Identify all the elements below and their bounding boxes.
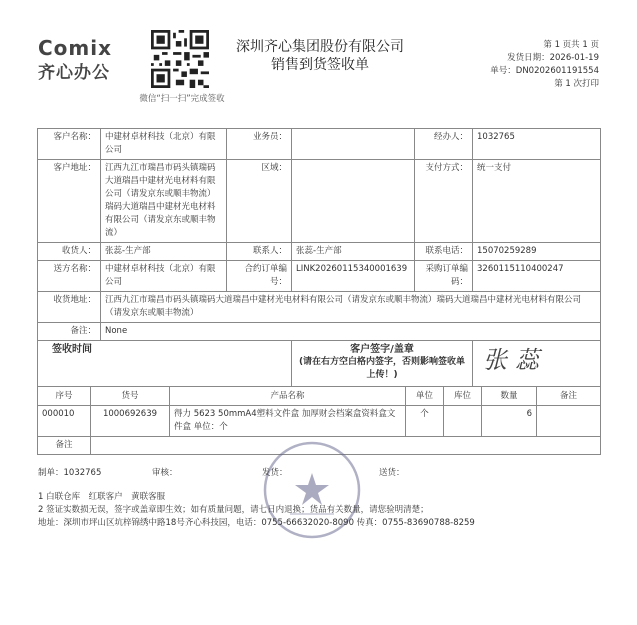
- remark-label: 备注：: [38, 323, 101, 341]
- manager-value: 1032765: [473, 129, 601, 160]
- phone-value: 15070259289: [473, 243, 601, 261]
- col-header-quantity: 数量: [482, 387, 537, 406]
- customer-sign-note: (请在右方空白格内签字，否则影响签收单上传！): [298, 357, 466, 380]
- customer-sign-title: 客户签字/盖章: [350, 344, 414, 355]
- col-header-product-name: 产品名称: [170, 387, 406, 406]
- col-header-location: 库位: [444, 387, 482, 406]
- purchase-order-value: 3260115110400247: [473, 261, 601, 292]
- receiving-address-label: 收货地址：: [38, 292, 101, 323]
- order-number: 单号：DN0202601191554: [490, 66, 599, 76]
- contact-value: 张蕊-生产部: [292, 243, 415, 261]
- document-title: 销售到货签收单: [271, 57, 369, 73]
- contract-order-value: LINK20260115340001639: [292, 261, 415, 292]
- phone-label: 联系电话：: [415, 243, 473, 261]
- company-name: 深圳齐心集团股份有限公司: [236, 39, 404, 55]
- deliver-to-value: 中建材卓材科技（北京）有限公司: [101, 261, 227, 292]
- deliver-to-label: 送方名称：: [38, 261, 101, 292]
- row-product-name: 得力 5623 50mmA4塑料文件盒 加厚财会档案盒资料盒文件盒 单位：个: [170, 406, 406, 437]
- row-note: [537, 406, 601, 437]
- contact-label: 联系人：: [227, 243, 292, 261]
- sign-time-label: 签收时间: [38, 341, 292, 387]
- comix-logo: Comix: [38, 36, 113, 60]
- customer-name-label: 客户名称：: [38, 129, 101, 160]
- qr-caption: 微信“扫一扫”完成签收: [139, 94, 225, 104]
- customer-address-label: 客户地址：: [38, 160, 101, 243]
- maker: 制单：1032765: [38, 468, 102, 478]
- col-header-sku: 货号: [91, 387, 170, 406]
- receiver-label: 收货人：: [38, 243, 101, 261]
- col-header-seq: 序号: [38, 387, 91, 406]
- payment-method-value: 统一支付: [473, 160, 601, 243]
- salesperson-label: 业务员：: [227, 129, 292, 160]
- purchase-order-label: 采购订单编码：: [415, 261, 473, 292]
- table-row: [38, 406, 601, 437]
- items-remark-label: 备注: [38, 437, 91, 455]
- company-address: 地址：深圳市坪山区坑梓锦绣中路18号齐心科技园，电话：0755-66632020-8090 传真：0755-83690788-8259: [38, 518, 475, 528]
- customer-name-value: 中建材卓材科技（北京）有限公司: [101, 129, 227, 160]
- delivery-person: 送货：: [379, 468, 405, 478]
- receiver-value: 张蕊-生产部: [101, 243, 227, 261]
- reviewer: 审核：: [152, 468, 178, 478]
- region-label: 区域：: [227, 160, 292, 243]
- customer-info-table: [37, 128, 601, 387]
- contract-order-label: 合约订单编号：: [227, 261, 292, 292]
- row-unit: 个: [406, 406, 444, 437]
- salesperson-value: [292, 129, 415, 160]
- page-info: 第 1 页共 1 页: [543, 40, 599, 50]
- remark-value: None: [101, 323, 601, 341]
- terms-note: 2 签证实数损无误，签字或盖章即生效；如有质量问题，请七日内退换；货品有关数量，请您验明清楚；: [38, 505, 429, 515]
- receiving-address-value: 江西九江市瑞昌市码头镇瑞码大道瑞昌中建材光电材料有限公司（请发京东或顺丰物流）瑞码大道瑞昌中建材光电材料有限公司（请发京东或顺丰物流）: [101, 292, 601, 323]
- manager-label: 经办人：: [415, 129, 473, 160]
- print-count: 第 1 次打印: [554, 79, 599, 89]
- col-header-unit: 单位: [406, 387, 444, 406]
- signature-area[interactable]: [473, 341, 601, 387]
- customer-address-value: 江西九江市瑞昌市码头镇瑞码大道瑞昌中建材光电材料有限公司（请发京东或顺丰物流）瑞码大道瑞昌中建材光电材料有限公司（请发京东或顺丰物流）: [101, 160, 227, 243]
- row-location: [444, 406, 482, 437]
- row-sku: 1000692639: [91, 406, 170, 437]
- payment-method-label: 支付方式：: [415, 160, 473, 243]
- col-header-note: 备注: [537, 387, 601, 406]
- shipper: 发货：: [262, 468, 288, 478]
- region-value: [292, 160, 415, 243]
- row-quantity: 6: [482, 406, 537, 437]
- customer-signature: 张蕊: [483, 346, 547, 374]
- row-seq: 000010: [38, 406, 91, 437]
- ship-date: 发货日期：2026-01-19: [507, 53, 599, 63]
- comix-logo-chinese: 齐心办公: [38, 63, 110, 83]
- copy-distribution-note: 1 白联仓库 红联客户 黄联客服: [38, 492, 166, 502]
